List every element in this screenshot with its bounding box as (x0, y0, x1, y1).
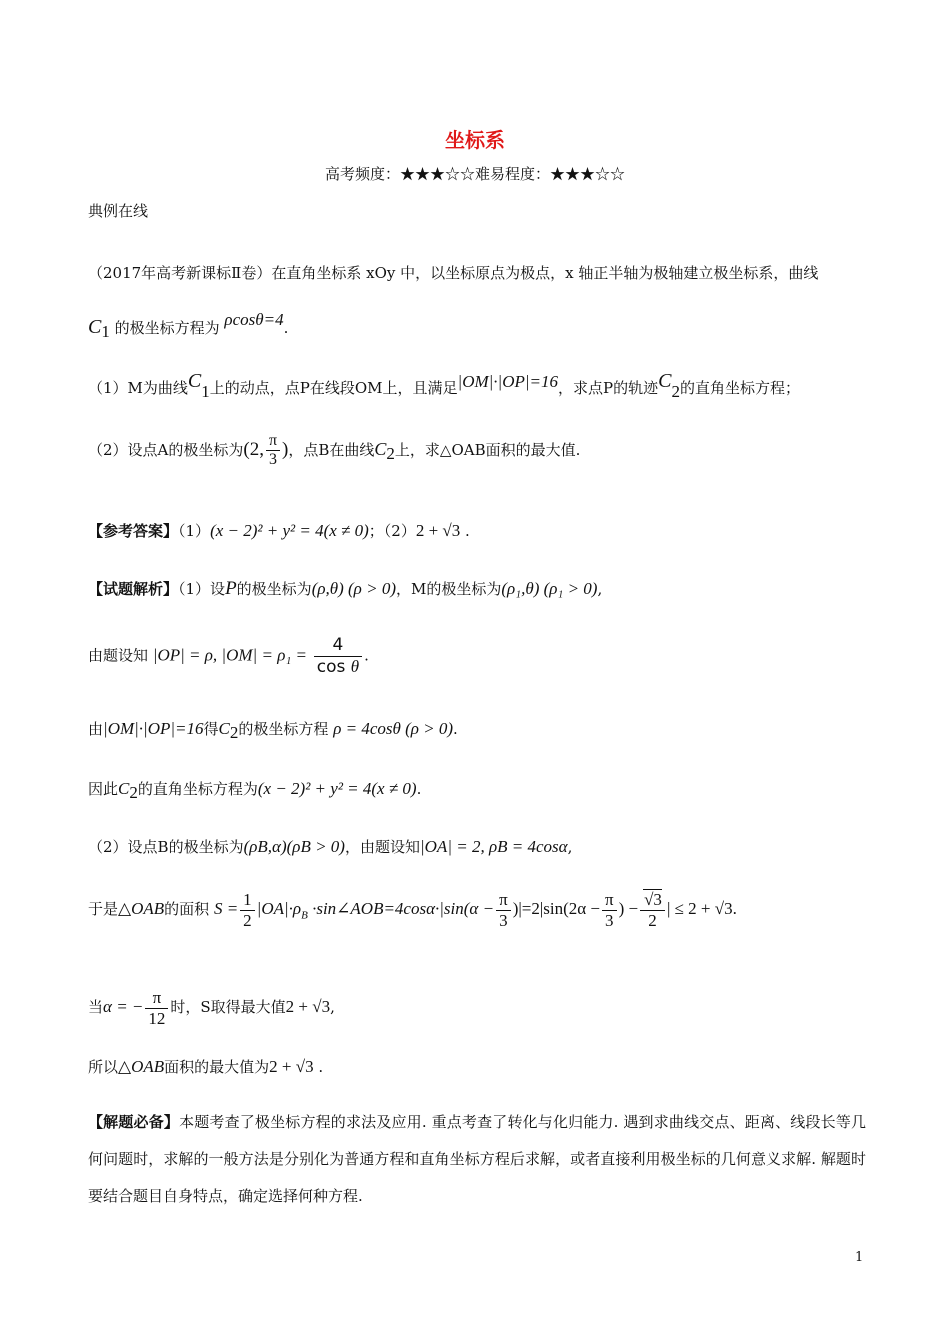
problem-intro-line1: （2017年高考新课标Ⅱ卷）在直角坐标系 xOy 中，以坐标原点为极点，x 轴正半轴为极轴建立极坐标系，曲线 (88, 264, 819, 282)
curve-c1-symbol: C (88, 316, 102, 338)
analysis-s4-eq: (x − 2)² + y² = 4(x ≠ 0) (257, 779, 417, 798)
q2-mid: ，点B在曲线 (288, 440, 375, 459)
analysis-label: 【试题解析】 (88, 580, 179, 598)
analysis-s5-eq2: |OA| = 2, ρB = 4cosα (419, 837, 568, 856)
analysis-line2: 由题设知 |OP| = ρ, |OM| = ρ₁ = $\frac{4}{\text{cos θ}}$ . (88, 635, 369, 677)
q1-suffix: 的直角坐标方程； (679, 379, 800, 397)
analysis-s4b: 的直角坐标方程为 (137, 780, 258, 798)
analysis-line3: 由|OM|·|OP|=16得$C_2$的极坐标方程 ρ = 4cosθ (ρ > 0). (88, 719, 458, 742)
analysis-line7: 当α = − $\frac{\pi}{12}$ 时，S取得最大值2 + √3, (88, 988, 335, 1028)
analysis-s6b: 的面积 (164, 900, 210, 919)
q1-mid1: 上的动点，点P在线段OM上，且满足 (209, 379, 458, 397)
solution-essentials (88, 1104, 866, 1215)
analysis-s7a: 当 (88, 998, 104, 1017)
analysis-line8: 所以△OAB面积的最大值为2 + √3 . (88, 1057, 324, 1076)
essentials-text: 本题考查了极坐标方程的求法及应用. 重点考查了转化与化归能力. 遇到求曲线交点、距离、线段长等几何问题时，求解的一般方法是分别化为普通方程和直角坐标方程后求解，或者直接利用极坐标的几何意义求解. 解题时要结合题目自身特点，确定选择何种方程. (88, 1113, 866, 1205)
analysis-s3-eq2: ρ = 4cosθ (ρ > 0) (333, 719, 454, 738)
analysis-line6: 于是△OAB的面积 S = $\frac{1}{2}$ $|OA|\cdot\rho_B$ ·sin∠AOB=4cosα·|sin(α − $\frac{\pi}{3}$ )|=2|sin(2α − $\frac{\pi}{3}$ ) − $\frac{√3}{2}$ | ≤ 2 + √3. (88, 890, 737, 930)
section-label: 典例在线 (88, 202, 149, 220)
analysis-s8b: 面积的最大值为 (164, 1058, 270, 1076)
analysis-line1: 【试题解析】（1）设P的极坐标为(ρ,θ) (ρ > 0)，M的极坐标为(ρ₁,θ) (ρ₁ > 0), (88, 578, 603, 599)
analysis-s2-eq: |OP| = ρ, |OM| = ρ₁ = (152, 645, 307, 665)
c1-polar-equation: ρcosθ=4 (224, 310, 284, 329)
reference-answer: 【参考答案】（1）(x − 2)² + y² = 4(x ≠ 0)；（2）2 + √3 . (88, 521, 470, 540)
essentials-label: 【解题必备】 (88, 1113, 180, 1131)
analysis-p-coord: (ρ,θ) (ρ > 0) (311, 579, 396, 598)
answer-eq1: (x − 2)² + y² = 4(x ≠ 0) (210, 521, 369, 540)
analysis-s3-eq1: |OM|·|OP|=16 (103, 719, 204, 738)
analysis-s5b: ，由题设知 (344, 838, 420, 856)
analysis-s7b: 时，S取得最大值 (170, 998, 286, 1017)
analysis-s5-eq: (ρB,α)(ρB > 0) (243, 837, 345, 856)
page-title: 坐标系 (445, 128, 505, 152)
area-formula: S = (213, 899, 239, 919)
analysis-s6a: 于是 (88, 900, 119, 919)
answer-label: 【参考答案】 (88, 522, 179, 540)
analysis-m-coord: (ρ₁,θ) (ρ₁ > 0) (501, 579, 598, 598)
question-1: （1）M为曲线$C_1$上的动点，点P在线段OM上，且满足|OM|·|OP|=16，求点P的轨迹$C_2$的直角坐标方程； (88, 370, 800, 401)
problem-intro-line2: $C_1$ 的极坐标方程为 ρcosθ=4. (88, 310, 289, 341)
analysis-s3c: 的极坐标方程 (238, 720, 329, 738)
q1-mid2: ，求点P的轨迹 (558, 379, 659, 397)
analysis-line4: 因此$C_2$的直角坐标方程为(x − 2)² + y² = 4(x ≠ 0). (88, 779, 422, 802)
q2-suffix: 上，求△OAB面积的最大值. (394, 440, 581, 459)
analysis-s2a: 由题设知 (88, 646, 149, 665)
analysis-line5: （2）设点B的极坐标为(ρB,α)(ρB > 0)，由题设知|OA| = 2, ρB = 4cosα, (88, 837, 573, 856)
analysis-s1d: ，M的极坐标为 (395, 580, 502, 598)
point-a-coord: (2, (243, 438, 264, 460)
q1-prefix: （1）M为曲线 (88, 379, 188, 397)
analysis-s3b: 得 (203, 720, 219, 738)
analysis-s4a: 因此 (88, 780, 119, 798)
analysis-s1b: 的极坐标为 (236, 580, 312, 598)
q2-prefix: （2）设点A的极坐标为 (88, 440, 244, 459)
question-2: （2）设点A的极坐标为(2, $\frac{\pi}{3}$ )，点B在曲线$C_2$上，求△OAB面积的最大值. (88, 432, 581, 469)
analysis-s1a: （1）设 (178, 580, 226, 598)
difficulty-line: 高考频度：★★★☆☆难易程度：★★★☆☆ (324, 165, 625, 183)
q1-condition-eq: |OM|·|OP|=16 (457, 372, 559, 391)
page-number: 1 (855, 1250, 864, 1265)
answer-eq2: 2 + √3 (415, 521, 461, 540)
answer-sep: ；（2） (368, 522, 416, 540)
analysis-s3a: 由 (88, 720, 104, 738)
analysis-s8a: 所以 (88, 1058, 119, 1076)
analysis-s5a: （2）设点B的极坐标为 (88, 838, 244, 856)
answer-part1: （1） (178, 522, 211, 540)
intro-text: 的极坐标方程为 (114, 319, 220, 337)
